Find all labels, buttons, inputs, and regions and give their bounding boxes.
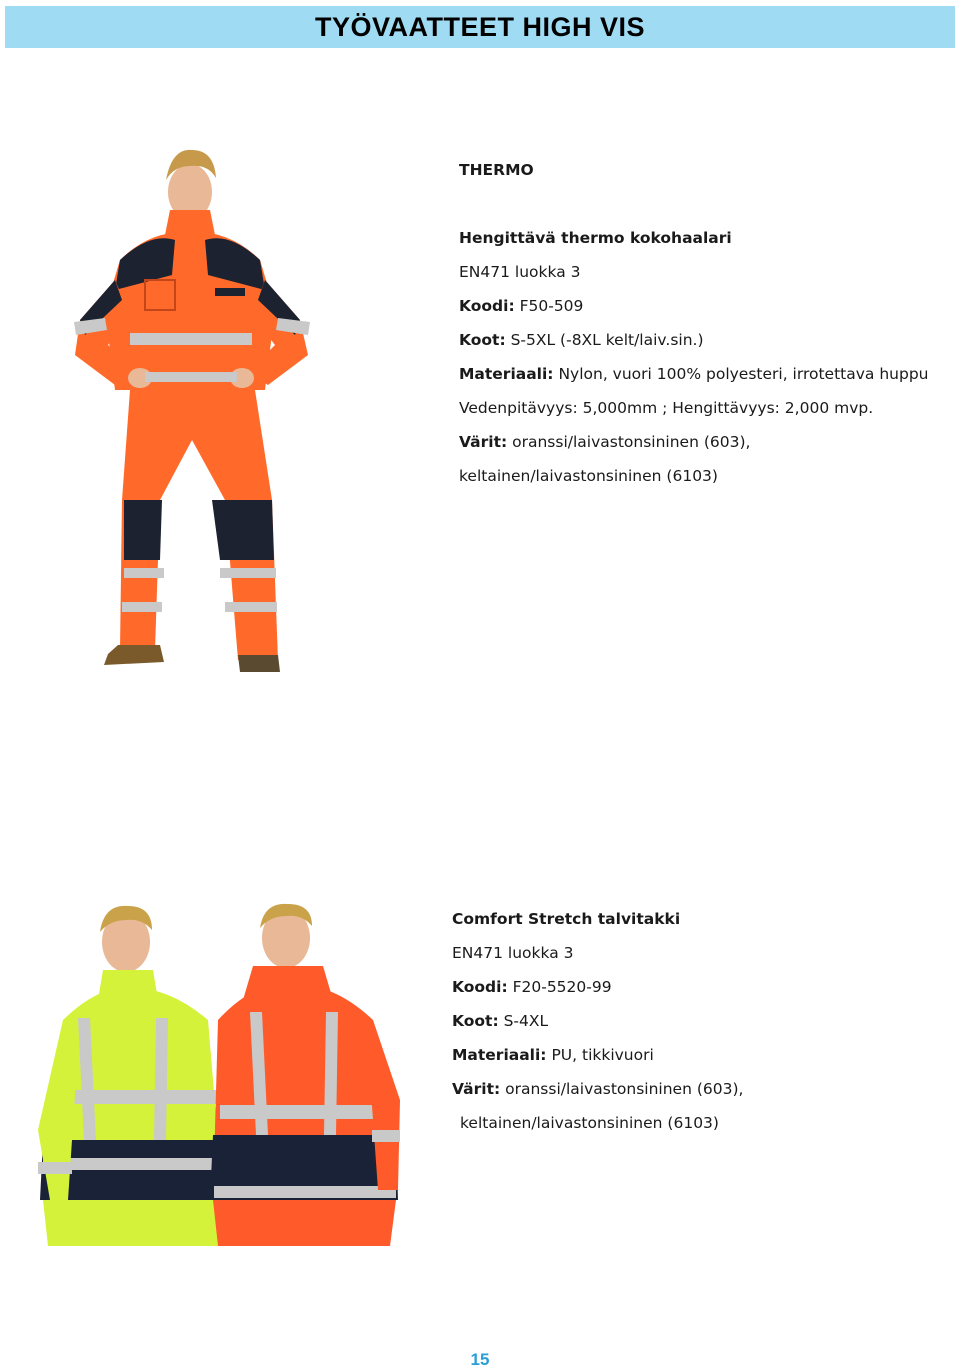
product-code: Koodi: F50-509 xyxy=(459,297,584,315)
title-bar xyxy=(5,6,955,48)
product-name: Comfort Stretch talvitakki xyxy=(452,910,681,928)
product-specs: Vedenpitävyys: 5,000mm ; Hengittävyys: 2,000 mvp. xyxy=(459,399,874,417)
product-material: Materiaali: PU, tikkivuori xyxy=(452,1046,654,1064)
product-comfort-info xyxy=(452,902,743,1140)
product-colors-2: keltainen/laivastonsininen (6103) xyxy=(460,1114,719,1132)
coverall-photo xyxy=(60,140,330,680)
product-code: Koodi: F20-5520-99 xyxy=(452,978,612,996)
product-colors: Värit: oranssi/laivastonsininen (603), xyxy=(459,433,751,451)
product-colors-2: keltainen/laivastonsininen (6103) xyxy=(459,467,718,485)
product-standard: EN471 luokka 3 xyxy=(459,263,581,281)
jackets-photo xyxy=(38,900,408,1250)
product-sizes: Koot: S-4XL xyxy=(452,1012,549,1030)
section-title: THERMO xyxy=(459,161,534,179)
page-title: TYÖVAATTEET HIGH VIS xyxy=(314,11,646,42)
product-material: Materiaali: Nylon, vuori 100% polyesteri, irrotettava huppu xyxy=(459,365,929,383)
product-colors: Värit: oranssi/laivastonsininen (603), xyxy=(452,1080,744,1098)
page-number: 15 xyxy=(470,1350,490,1369)
product-sizes: Koot: S-5XL (-8XL kelt/laiv.sin.) xyxy=(459,331,704,349)
product-thermo-info xyxy=(459,153,929,493)
product-standard: EN471 luokka 3 xyxy=(452,944,574,962)
product-name: Hengittävä thermo kokohaalari xyxy=(459,229,732,247)
